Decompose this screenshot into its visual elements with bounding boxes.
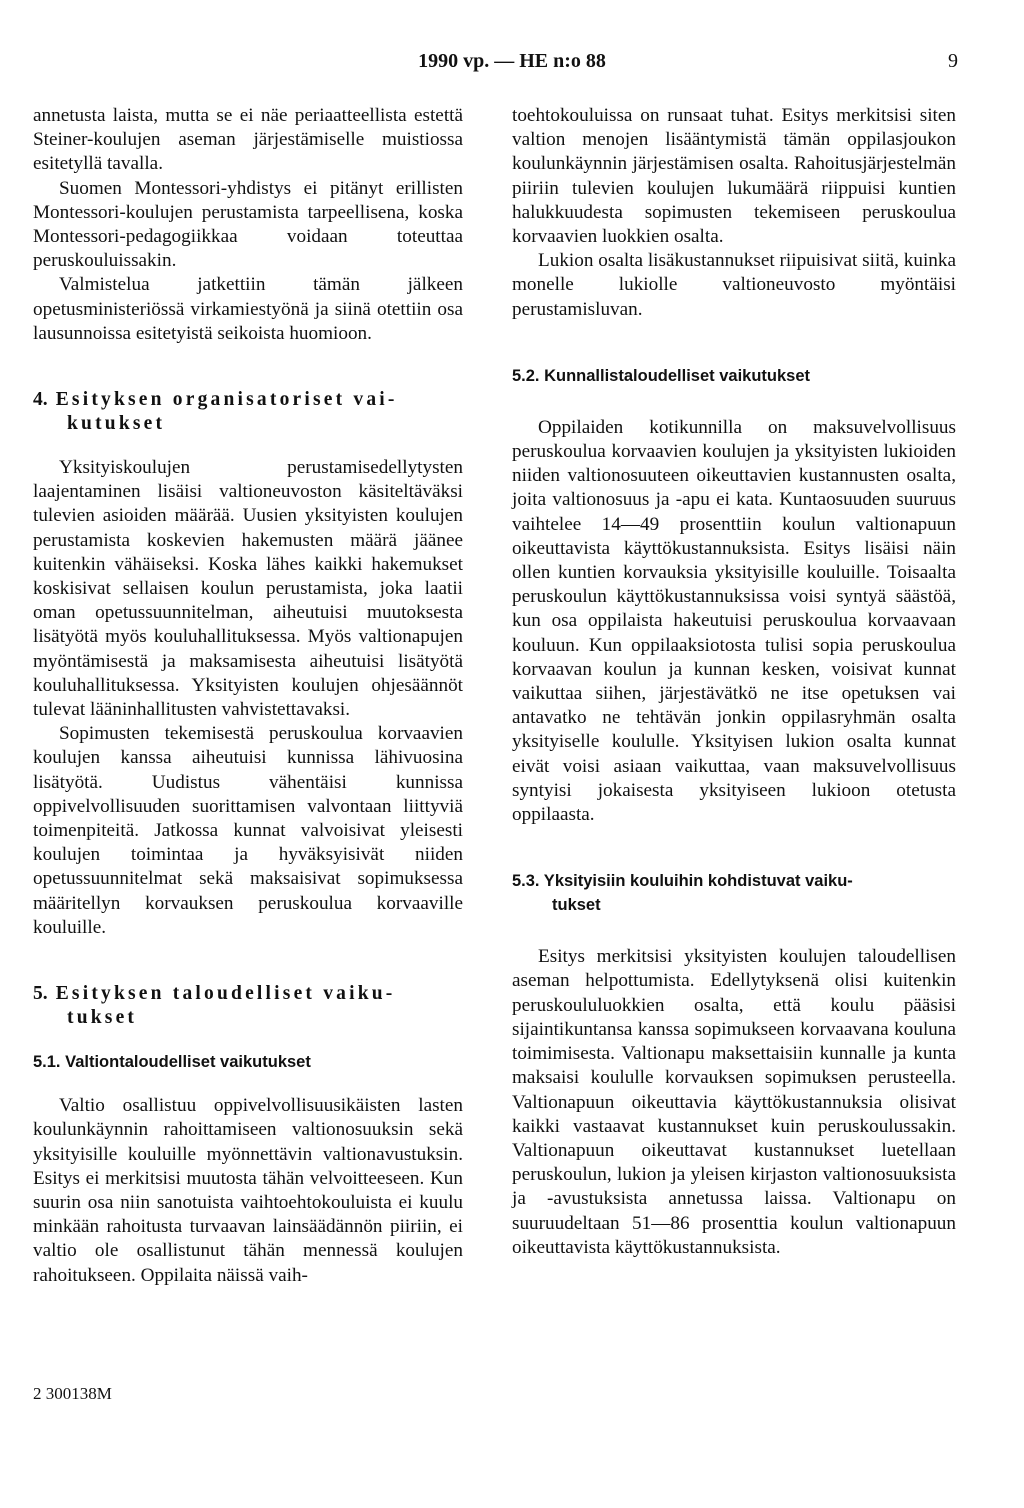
left-paragraph-2: Suomen Montessori-yhdistys ei pitänyt erillisten Montessori-koulujen perustamista tarpeellisena, koska Montessori-pedagogiikkaa voidaan toteuttaa peruskouluissakin. [33, 177, 463, 272]
section-4-title-line2: kutukset [67, 413, 166, 435]
right-column [512, 104, 956, 1260]
header-title: 1990 vp. — HE n:o 88 [418, 50, 606, 72]
section-5-number: 5. [33, 983, 48, 1005]
subsection-5-3-line1: 5.3. Yksityisiin kouluihin kohdistuvat vaiku- [512, 872, 853, 891]
subsection-5-3-line2: tukset [552, 896, 601, 915]
right-paragraph-1: toehtokouluissa on runsaat tuhat. Esitys merkitsisi siten valtion menojen lisääntymistä tämän oppilasjoukon koulunkäynnin järjestämisen osalta. Rahoitusjärjestelmän piiriin tulevien koulujen lukumäärä riippuisi kuntien halukkuudesta sopimusten tekemiseen peruskoulua korvaavien luokkien osalta. [512, 105, 956, 248]
right-paragraph-4: Esitys merkitsisi yksityisten koulujen taloudellisen aseman helpottumista. Edellytyksenä olisi kuitenkin peruskoululuokkien osalta, että koulu pääsisi sijaintikuntansa kanssa sopimukseen korvaavana kouluna toimimisesta. Valtionapu maksettaisiin kunnalle ja kunta maksaisi koululle korvauksen sopimuksen perusteella. Valtionapuun oikeuttavia käyttökustannuksia olisivat kaikki vastaavat kustannukset kuin peruskoulussakin. Valtionapuun oikeuttavat kustannukset luetellaan peruskoulun, lukion ja yleisen kirjaston valtionosuuksista ja -avustuksista annetussa laissa. Valtionapu on suuruudeltaan 51—86 prosenttia koulun valtionapuun oikeuttavista käyttökustannuksista. [512, 946, 956, 1258]
subsection-5-1-heading: 5.1. Valtiontaloudelliset vaikutukset [33, 1053, 311, 1072]
left-paragraph-6: Valtio osallistuu oppivelvollisuusikäisten lasten koulunkäynnin rahoittamiseen valtionosuuksin sekä yksityisille kouluille myönnettävin valtionavustuksin. Esitys ei merkitsisi muutosta tähän velvoitteeseen. Kun suurin osa niin sanotuista vaihtoehtokouluista ei kuulu minkään rahoitusta turvaavan lainsäädännön piiriin, ei valtio ole osallistunut tähän mennessä koulujen rahoitukseen. Oppilaita näissä vaih- [33, 1095, 463, 1286]
right-paragraph-2: Lukion osalta lisäkustannukset riipuisivat siitä, kuinka monelle lukiolle valtioneuvosto myöntäisi perustamisluvan. [512, 250, 956, 320]
subsection-5-2-heading: 5.2. Kunnallistaloudelliset vaikutukset [512, 366, 811, 385]
left-paragraph-5: Sopimusten tekemisestä peruskoulua korvaavien koulujen kanssa aiheutuisi kunnissa lähivuosina lisätyötä. Uudistus vähentäisi kunnissa oppivelvollisuuden suorittamisen valvontaan liittyviä toimenpiteitä. Jatkossa kunnat valvoisivat yleisesti koulujen toimintaa ja hyväksyisivät niiden opetussuunnitelmat sekä maksaisivat sopimuksessa määritellyn korvauksen peruskoulua korvaaville kouluille. [33, 723, 463, 938]
section-5-title-line1: Esityksen taloudelliset vaiku- [55, 983, 396, 1005]
left-paragraph-1: annetusta laista, mutta se ei näe periaatteellista estettä Steiner-koulujen aseman järjestämiselle muistiossa esitetyllä tavalla. [33, 105, 463, 175]
section-5-heading [33, 982, 463, 1030]
page-header [0, 50, 1024, 80]
subsection-5-3-heading [512, 869, 956, 917]
footer-code: 2 300138M [33, 1384, 112, 1403]
left-paragraph-4: Yksityiskoulujen perustamisedellytysten laajentaminen lisäisi valtioneuvoston käsiteltäväksi tulevien asioiden määrää. Uusien yksityisten koulujen perustamista koskevien hakemusten määrä jäänee kuitenkin vähäiseksi. Koska lähes kaikki hakemukset koskisivat sellaisen koulun perustamista, joka laatii oman opetussuunnitelman, aiheutuisi muutoksesta lisätyötä myös kouluhallituksessa. Myös valtionapujen myöntämisestä ja maksamisesta aiheutuisi lisätyötä kouluhallituksessa. Yksityisten koulujen ohjesäännöt tulevat lääninhallitusten vahvistettavaksi. [33, 457, 463, 721]
right-paragraph-3: Oppilaiden kotikunnilla on maksuvelvollisuus peruskoulua korvaavien koulujen ja yksityisten lukioiden niiden valtionosuuteen oikeuttavien kustannusten osalta, joita valtionosuus ja -apu ei kata. Kuntaosuuden suuruus vaihtelee 14—49 prosenttiin koulun valtionapuun oikeuttavista käyttökustannuksista. Esitys lisäisi näin ollen kuntien korvauksia yksityisille kouluille. Toisaalta peruskoulun käyttökustannuksissa voisi syntyä säästöä, kun osa oppilaista hakeutuisi peruskoulua korvaavaan kouluun. Kun oppilaaksiotosta tulisi sopia peruskoulua korvaavan koulun ja kunnan kesken, voisivat kunnat vaikuttaa siihen, järjestävätkö ne itse opetuksen vai antavatko ne tehtävän jonkin oppilasryhmän osalta yksityiselle koululle. Yksityisen lukion osalta kunnat eivät voisi asiaan vaikuttaa, vaan maksuvelvollisuus syntyisi jokaisesta yksityiseen lukioon otetusta oppilaasta. [512, 416, 956, 826]
page-number: 9 [948, 50, 958, 72]
section-5-title-line2: tukset [67, 1007, 138, 1029]
section-4-number: 4. [33, 389, 48, 411]
left-paragraph-3: Valmistelua jatkettiin tämän jälkeen opetusministeriössä virkamiestyönä ja siinä otettiin osa lausunnoissa esitetyistä seikoista huomioon. [33, 274, 463, 344]
section-4-heading [33, 388, 463, 436]
section-4-title-line1: Esityksen organisatoriset vai- [55, 389, 398, 411]
left-column [33, 104, 463, 1288]
